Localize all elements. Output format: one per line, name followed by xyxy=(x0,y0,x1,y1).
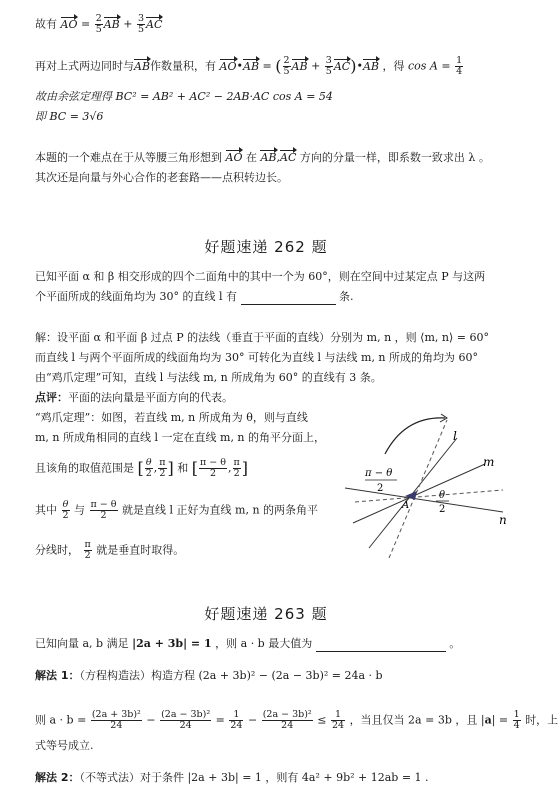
solution-262-line-3: 由“鸡爪定理”可知，直线 l 与法线 m, n 所成角为 60° 的直线有 3 条。 xyxy=(35,371,382,384)
method-1-line-3: 式等号成立. xyxy=(35,739,94,752)
solution-262-line-2: 而直线 l 与两个平面所成的线面角均为 30° 可转化为直线 l 与法线 m, n 所成的角均为 60° xyxy=(35,351,479,364)
solution-262-line-1: 解：设平面 α 和平面 β 过点 P 的法线（垂直于平面的直线）分别为 m, n ，则 ⟨m, n⟩ = 60° xyxy=(35,331,489,344)
problem-262-title: 好题速递 262 题 xyxy=(204,238,328,256)
label-n: n xyxy=(499,513,507,527)
comment-262-line-1: 点评：平面的法向量是平面方向的代表。 xyxy=(35,391,233,404)
comment-262-line-4: 且该角的取值范围是 [ $\frac{\theta}{2}$ , $\frac{\pi}{2}$ ] 和 [ $\frac{\pi - \theta}{2}$ , $\frac{\pi}{2}$ ] xyxy=(35,457,249,479)
remark-line-1: 本题的一个难点在于从等腰三角形想到 AO 在 AB,AC 方向的分量一样，即系数一致求出 λ 。 xyxy=(35,151,490,164)
problem-262-question-line-2: 个平面所成的线面角均为 30° 的直线 l 有 条. xyxy=(35,290,354,303)
cosine-law-line: 故由余弦定理得 BC² = AB² + AC² − 2AB·AC cos A = 54 xyxy=(35,90,333,103)
label-2-left: 2 xyxy=(377,483,384,494)
method-1-line-2: 则 a · b = $\frac{\text{(2a + 3b)²}}{24}$ − $\frac{\text{(2a − 3b)²}}{24}$ = $\frac{1}{24}$ − $\frac{\text{(2a − 3b)²}}{24}$ ≤ $\frac{1}{24}$ ，当且仅当 2a = 3b ，且 |a| = $\frac{1}{4}$ 时，上 xyxy=(35,709,558,731)
answer-blank-263 xyxy=(316,651,446,652)
vector-AO: AO xyxy=(60,17,78,31)
label-2-right: 2 xyxy=(439,504,446,515)
method-2-line-1: 解法 2：（不等式法）对于条件 |2a + 3b| = 1 ，则有 4a² + 9b² + 12ab = 1 . xyxy=(35,771,429,784)
comment-262-line-5: 其中 $\frac{\theta}{2}$ 与 $\frac{\pi - \theta}{2}$ 就是直线 l 正好为直线 m, n 的两条角平 xyxy=(35,499,319,521)
comment-262-line-3: m, n 所成角相同的直线 l 一定在直线 m, n 的角平分面上， xyxy=(35,431,326,444)
label-pi-minus-theta: π − θ xyxy=(365,468,393,479)
claw-theorem-diagram xyxy=(335,408,515,566)
bisector-dashed-1 xyxy=(389,420,447,558)
label-l: l xyxy=(453,429,457,443)
label-theta: θ xyxy=(439,490,446,501)
method-1-line-1: 解法 1：（方程构造法）构造方程 (2a + 3b)² − (2a − 3b)² = 24a · b xyxy=(35,669,383,682)
bc-result-line: 即 BC = 3√6 xyxy=(35,110,104,123)
comment-262-line-2: “鸡爪定理”：如图，若直线 m, n 所成角为 θ，则与直线 xyxy=(35,411,308,424)
comment-262-line-6: 分线时， $\frac{\pi}{2}$ 就是垂直时取得。 xyxy=(35,539,185,561)
problem-263-question: 已知向量 a, b 满足 |2a + 3b| = 1 ，则 a · b 最大值为 。 xyxy=(35,637,461,650)
problem-263-title: 好题速递 263 题 xyxy=(204,605,328,623)
problem-262-question-line-1: 已知平面 α 和 β 相交形成的四个二面角中的其中一个为 60°，则在空间中过某定点 P 与这两 xyxy=(35,270,486,283)
answer-blank-262 xyxy=(241,304,336,305)
derivation-line-2: 再对上式两边同时与AB作数量积，有 AO•AB = ( $\frac{2}{5}$ AB + $\frac{3}{5}$ AC)•AB ，得 cos A = $\frac{1}{4}$ xyxy=(35,55,463,77)
derivation-line-1: 故有 AO = $\frac{2}{5}$ AB + $\frac{3}{5}$ AC xyxy=(35,13,163,35)
angle-arc xyxy=(385,418,445,454)
label-A: A xyxy=(402,500,410,511)
remark-line-2: 其次还是向量与外心合作的老套路——点积转边长。 xyxy=(35,171,288,184)
label-m: m xyxy=(483,455,495,469)
